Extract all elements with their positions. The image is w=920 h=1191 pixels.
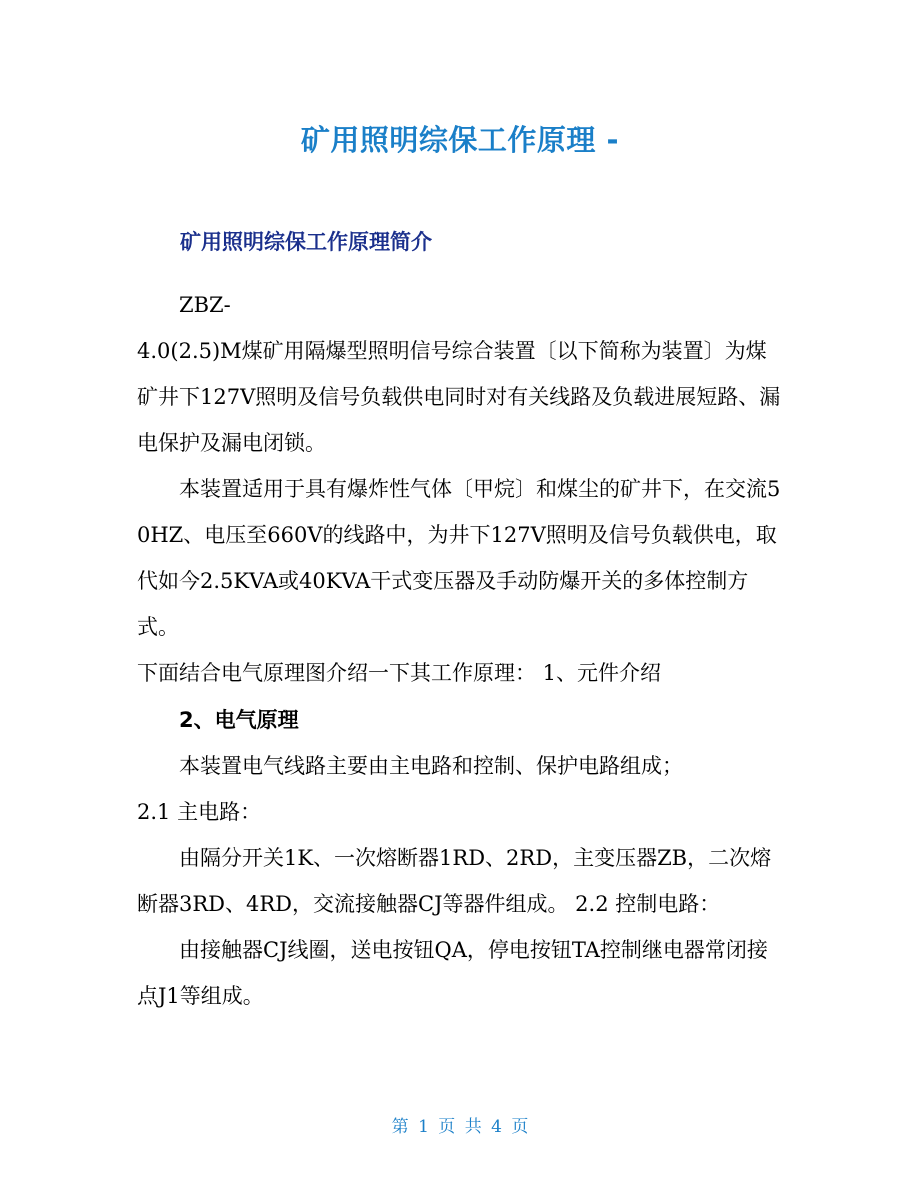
paragraph-main-circuit: 由隔分开关1K、一次熔断器1RD、2RD，主变压器ZB，二次熔断器3RD、4RD，交流接触器CJ等器件组成。 2.2 控制电路： (137, 846, 772, 916)
section-subtitle: 矿用照明综保工作原理简介 (180, 230, 432, 254)
paragraph-product-description: 4.0(2.5)M煤矿用隔爆型照明信号综合装置〔以下简称为装置〕为煤矿井下127V照明及信号负载供电同时对有关线路及负载进展短路、漏电保护及漏电闭锁。 (137, 339, 781, 455)
heading-main-circuit: 2.1 主电路： (137, 800, 262, 824)
paragraph-control-circuit: 由接触器CJ线圈，送电按钮QA，停电按钮TA控制继电器常闭接点J1等组成。 (137, 938, 768, 1008)
paragraph-product-model: ZBZ- (179, 293, 231, 317)
paragraph-application: 本装置适用于具有爆炸性气体〔甲烷〕和煤尘的矿井下，在交流50HZ、电压至660V的线路中，为井下127V照明及信号负载供电，取代如今2.5KVA或40KVA干式变压器及手动防爆开关的多体控制方式。 (137, 477, 781, 639)
heading-electrical-principle: 2、电气原理 (179, 708, 299, 732)
page-footer: 第 1 页 共 4 页 (391, 1117, 529, 1137)
document-body (137, 282, 787, 1019)
paragraph-circuit-overview: 本装置电气线路主要由主电路和控制、保护电路组成； (179, 754, 683, 778)
document-title: 矿用照明综保工作原理 - (300, 123, 620, 157)
paragraph-intro-components: 下面结合电气原理图介绍一下其工作原理： 1、元件介绍 (137, 661, 662, 685)
